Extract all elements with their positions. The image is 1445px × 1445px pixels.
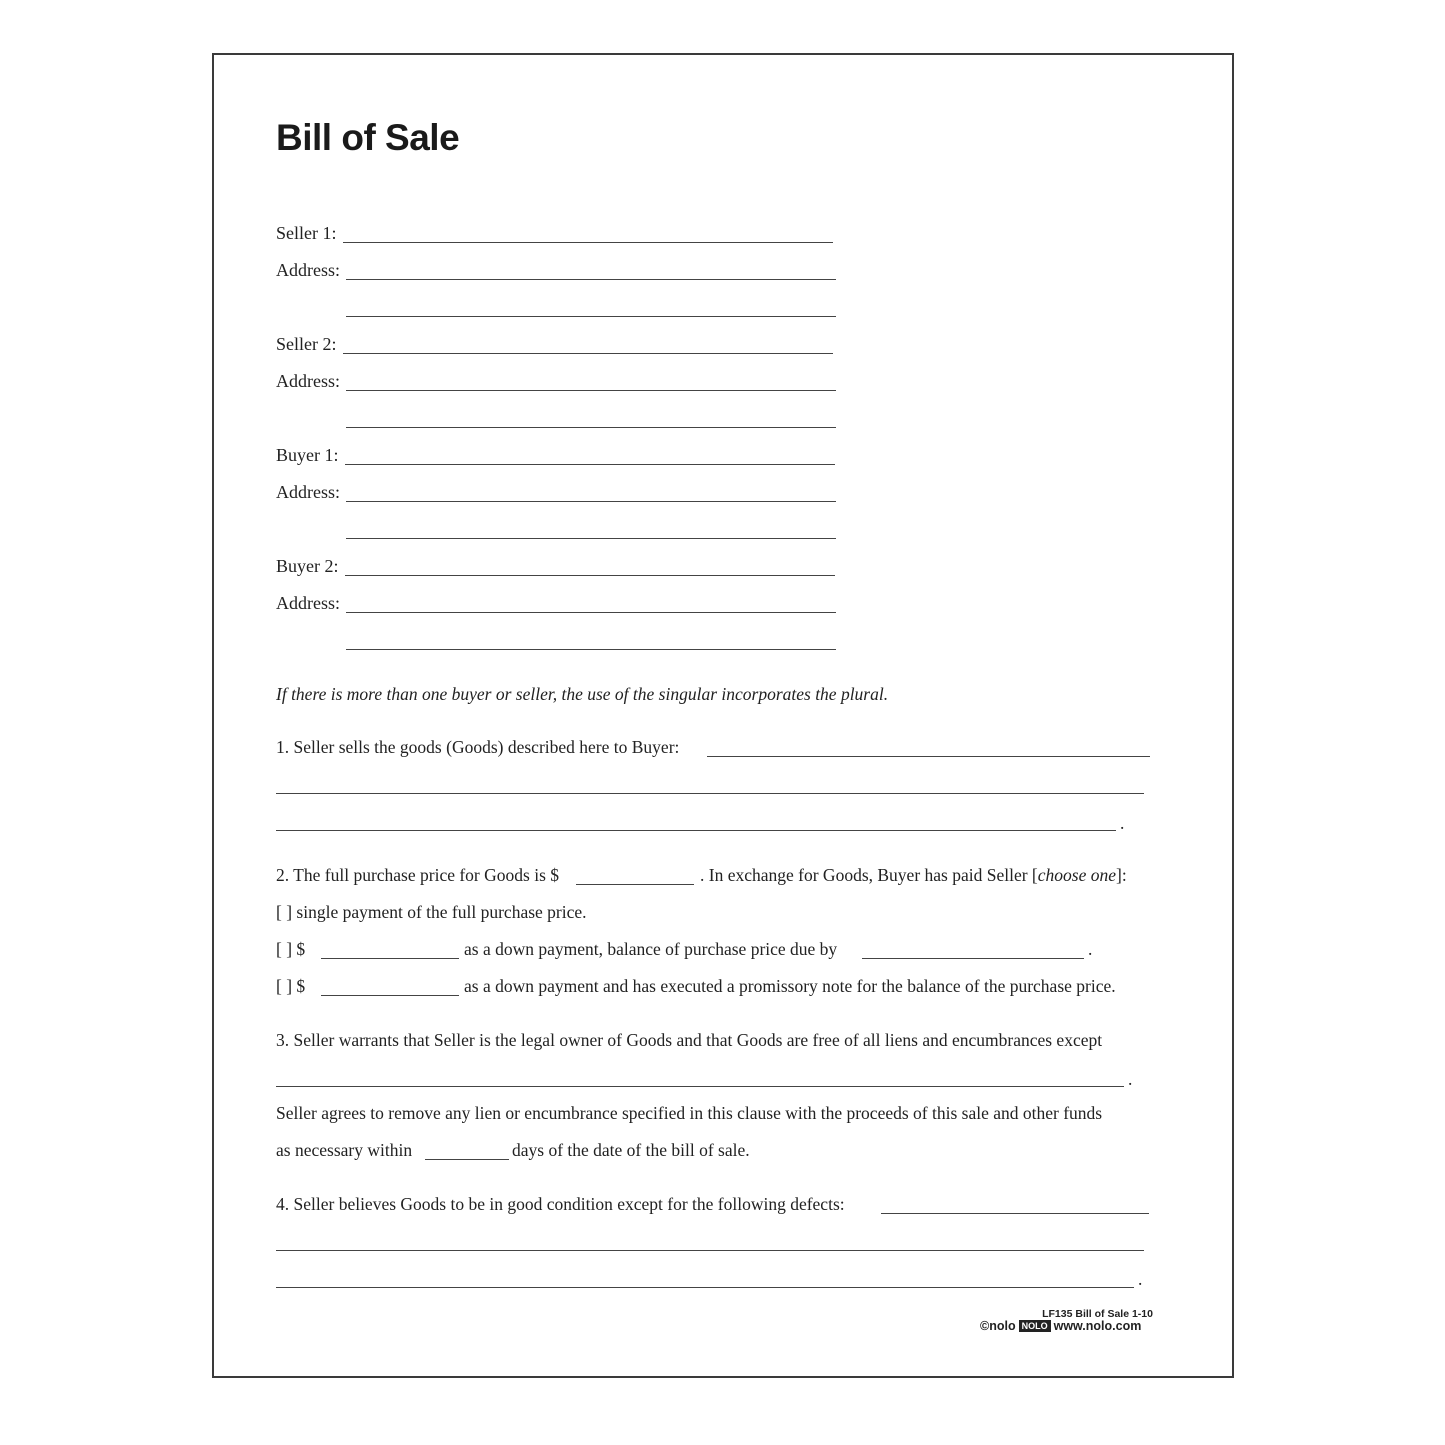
clause-4-period: . — [1138, 1269, 1143, 1289]
clause-2-text — [700, 864, 1127, 886]
buyer-2-label: Buyer 2: — [276, 556, 339, 576]
buyer-1-field[interactable] — [345, 464, 835, 465]
clause-3-text: 3. Seller warrants that Seller is the legal owner of Goods and that Goods are free of all liens and encumbrances except — [276, 1030, 1103, 1050]
buyer-1-label: Buyer 1: — [276, 445, 339, 465]
buyer-1-address-label: Address: — [276, 482, 340, 502]
buyer-1-address-field[interactable] — [346, 501, 836, 502]
clause-3-within: as necessary within — [276, 1140, 413, 1160]
goods-description-field-2[interactable] — [276, 793, 1144, 794]
encumbrances-field[interactable] — [276, 1086, 1124, 1087]
clause-4-text: 4. Seller believes Goods to be in good condition except for the following defects: — [276, 1194, 845, 1214]
defects-field-2[interactable] — [276, 1250, 1144, 1251]
seller-1-address-field-2[interactable] — [346, 316, 836, 317]
clause-2-middle: . In exchange for Goods, Buyer has paid Seller [ — [700, 865, 1038, 885]
form-code: LF135 Bill of Sale 1-10 — [1042, 1308, 1153, 1320]
defects-field[interactable] — [881, 1213, 1149, 1214]
seller-1-address-label: Address: — [276, 260, 340, 280]
clause-2-suffix: ]: — [1116, 865, 1127, 885]
clause-2-prefix: 2. The full purchase price for Goods is $ — [276, 865, 560, 885]
seller-1-label: Seller 1: — [276, 223, 337, 243]
buyer-2-field[interactable] — [345, 575, 835, 576]
seller-2-address-field[interactable] — [346, 390, 836, 391]
payment-option-single[interactable]: [ ] single payment of the full purchase price. — [276, 902, 587, 922]
seller-2-field[interactable] — [343, 353, 833, 354]
copyright-text: ©nolo — [980, 1319, 1016, 1333]
days-field[interactable] — [425, 1159, 509, 1160]
goods-description-field-3[interactable] — [276, 830, 1116, 831]
buyer-2-address-field-2[interactable] — [346, 649, 836, 650]
balance-due-date-field[interactable] — [862, 958, 1084, 959]
buyer-1-address-field-2[interactable] — [346, 538, 836, 539]
down-payment-note-field[interactable] — [321, 995, 459, 996]
defects-field-3[interactable] — [276, 1287, 1134, 1288]
balance-period: . — [1088, 939, 1093, 959]
clause-3-period: . — [1128, 1069, 1133, 1089]
buyer-2-address-field[interactable] — [346, 612, 836, 613]
website-link: www.nolo.com — [1053, 1319, 1142, 1333]
payment-option-note-text: as a down payment and has executed a promissory note for the balance of the purchase price. — [464, 976, 1116, 996]
clause-3-days-text: days of the date of the bill of sale. — [512, 1140, 750, 1160]
choose-one-note: choose one — [1037, 865, 1116, 885]
seller-2-address-label: Address: — [276, 371, 340, 391]
clause-1-period: . — [1120, 813, 1125, 833]
footer-brand — [980, 1319, 1141, 1333]
buyer-2-address-label: Address: — [276, 593, 340, 613]
seller-2-address-field-2[interactable] — [346, 427, 836, 428]
goods-description-field[interactable] — [707, 756, 1150, 757]
seller-1-field[interactable] — [343, 242, 833, 243]
nolo-logo: NOLO — [1019, 1320, 1051, 1332]
clause-3-agreement: Seller agrees to remove any lien or encumbrance specified in this clause with the proceeds of this sale and other funds — [276, 1103, 1103, 1123]
down-payment-field[interactable] — [321, 958, 459, 959]
seller-2-label: Seller 2: — [276, 334, 337, 354]
form-page — [212, 53, 1234, 1378]
payment-option-balance-text: as a down payment, balance of purchase price due by — [464, 939, 838, 959]
plural-note: If there is more than one buyer or seller, the use of the singular incorporates the plural. — [276, 684, 889, 704]
payment-option-note-checkbox[interactable]: [ ] $ — [276, 976, 306, 996]
seller-1-address-field[interactable] — [346, 279, 836, 280]
purchase-price-field[interactable] — [576, 884, 694, 885]
payment-option-balance-checkbox[interactable]: [ ] $ — [276, 939, 306, 959]
clause-1-text: 1. Seller sells the goods (Goods) described here to Buyer: — [276, 737, 680, 757]
form-title: Bill of Sale — [276, 117, 460, 158]
